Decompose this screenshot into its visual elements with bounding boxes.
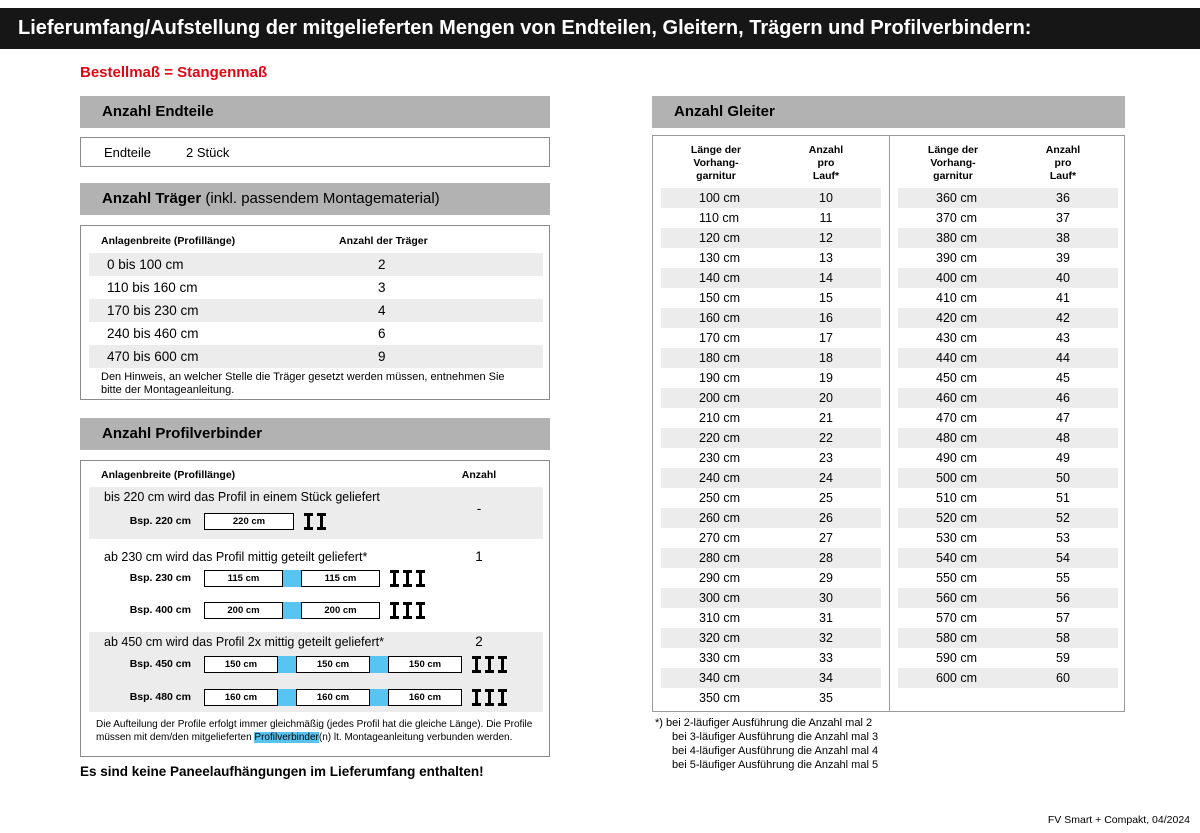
gleiter-row xyxy=(661,548,881,568)
section-header-traeger xyxy=(80,183,550,215)
gleiter-length: 120 cm xyxy=(699,231,740,245)
gleiter-length: 100 cm xyxy=(699,191,740,205)
footnote: *) bei 2-läufiger Ausführung die Anzahl mal 2 xyxy=(655,717,873,729)
profile-segment: 220 cm xyxy=(204,513,294,530)
gleiter-length: 410 cm xyxy=(936,291,977,305)
ibeam-icon xyxy=(317,513,326,530)
gleiter-length: 110 cm xyxy=(699,211,740,225)
gleiter-count: 30 xyxy=(819,591,833,605)
gleiter-count: 43 xyxy=(1056,331,1070,345)
traeger-col-header-count: Anzahl der Träger xyxy=(339,235,428,247)
profil-col-header-width: Anlagenbreite (Profillänge) xyxy=(101,469,236,481)
gleiter-row xyxy=(898,408,1118,428)
section-title: Anzahl Endteile xyxy=(102,103,214,120)
gleiter-table-left xyxy=(661,188,881,708)
gleiter-length: 180 cm xyxy=(699,351,740,365)
gleiter-count: 29 xyxy=(819,571,833,585)
header-line: pro xyxy=(817,157,835,169)
profil-section-bis-220 xyxy=(89,487,543,539)
gleiter-row xyxy=(898,288,1118,308)
gleiter-count: 48 xyxy=(1056,431,1070,445)
connector-piece xyxy=(278,689,296,706)
endteile-value: 2 Stück xyxy=(186,145,230,160)
gleiter-count: 33 xyxy=(819,651,833,665)
profil-col-header-count: Anzahl xyxy=(461,469,497,481)
gleiter-count: 39 xyxy=(1056,251,1070,265)
gleiter-count: 22 xyxy=(819,431,833,445)
ibeam-icon xyxy=(390,570,399,587)
gleiter-row xyxy=(898,628,1118,648)
gleiter-row xyxy=(898,388,1118,408)
profile-example xyxy=(114,569,425,587)
gleiter-count: 12 xyxy=(819,231,833,245)
gleiter-row xyxy=(661,608,881,628)
gleiter-col-header-length xyxy=(661,144,771,183)
gleiter-length: 390 cm xyxy=(936,251,977,265)
gleiter-length: 200 cm xyxy=(699,391,740,405)
profile-example xyxy=(114,655,507,673)
gleiter-length: 400 cm xyxy=(936,271,977,285)
section-title-suffix: (inkl. passendem Montagematerial) xyxy=(205,190,440,207)
gleiter-length: 480 cm xyxy=(936,431,977,445)
table-row xyxy=(89,322,543,345)
profil-section-ab-230 xyxy=(89,547,543,627)
gleiter-count: 36 xyxy=(1056,191,1070,205)
gleiter-count: 35 xyxy=(819,691,833,705)
gleiter-count: 18 xyxy=(819,351,833,365)
gleiter-length: 450 cm xyxy=(936,371,977,385)
gleiter-count: 45 xyxy=(1056,371,1070,385)
traeger-range: 170 bis 230 cm xyxy=(107,303,199,318)
gleiter-row xyxy=(661,368,881,388)
gleiter-count: 50 xyxy=(1056,471,1070,485)
gleiter-count: 54 xyxy=(1056,551,1070,565)
gleiter-count: 14 xyxy=(819,271,833,285)
top-banner xyxy=(0,8,1200,49)
footnote: bei 3-läufiger Ausführung die Anzahl mal 3 xyxy=(672,731,879,743)
gleiter-length: 490 cm xyxy=(936,451,977,465)
ibeam-icon xyxy=(498,656,507,673)
header-line: Länge der xyxy=(927,144,979,156)
traeger-count: 2 xyxy=(378,257,386,272)
gleiter-length: 330 cm xyxy=(699,651,740,665)
gleiter-row xyxy=(661,288,881,308)
gleiter-row xyxy=(661,468,881,488)
gleiter-count: 53 xyxy=(1056,531,1070,545)
ibeam-icon xyxy=(472,689,481,706)
gleiter-row xyxy=(898,468,1118,488)
gleiter-row xyxy=(661,348,881,368)
traeger-range: 110 bis 160 cm xyxy=(107,280,198,295)
note-text: Die Aufteilung der Profile erfolgt immer gleichmäßig (jedes Profil hat die gleiche Länge). Die Profile müssen mit dem/den mitgelieferten xyxy=(96,719,533,743)
gleiter-length: 240 cm xyxy=(699,471,740,485)
header-line: garnitur xyxy=(933,170,973,182)
ibeam-icon xyxy=(472,656,481,673)
gleiter-length: 600 cm xyxy=(936,671,977,685)
header-line: Anzahl xyxy=(1045,144,1081,156)
ibeam-icon xyxy=(416,602,425,619)
gleiter-row xyxy=(661,688,881,708)
section-header-endteile xyxy=(80,96,550,128)
gleiter-count: 49 xyxy=(1056,451,1070,465)
gleiter-row xyxy=(661,428,881,448)
ibeam-icon xyxy=(390,602,399,619)
gleiter-count: 44 xyxy=(1056,351,1070,365)
gleiter-row xyxy=(898,348,1118,368)
gleiter-length: 260 cm xyxy=(699,511,740,525)
profile-segment: 150 cm xyxy=(296,656,370,673)
gleiter-row xyxy=(898,528,1118,548)
gleiter-count: 31 xyxy=(819,611,833,625)
gleiter-row xyxy=(898,328,1118,348)
gleiter-count: 17 xyxy=(819,331,833,345)
gleiter-row xyxy=(898,448,1118,468)
gleiter-count: 19 xyxy=(819,371,833,385)
ibeam-icon xyxy=(485,656,494,673)
bracket-icon xyxy=(304,513,326,530)
gleiter-row xyxy=(661,248,881,268)
traeger-note: Den Hinweis, an welcher Stelle die Träger gesetzt werden müssen, entnehmen Sie bitte der Montageanleitung. xyxy=(101,371,505,396)
ibeam-icon xyxy=(304,513,313,530)
gleiter-length: 230 cm xyxy=(699,451,740,465)
gleiter-row xyxy=(661,328,881,348)
gleiter-count: 28 xyxy=(819,551,833,565)
profile-example xyxy=(114,512,326,530)
gleiter-length: 250 cm xyxy=(699,491,740,505)
ibeam-icon xyxy=(403,570,412,587)
gleiter-row xyxy=(898,488,1118,508)
profile-example xyxy=(114,601,425,619)
gleiter-row xyxy=(661,568,881,588)
gleiter-row xyxy=(898,588,1118,608)
traeger-range: 470 bis 600 cm xyxy=(107,349,199,364)
profil-section-ab-450 xyxy=(89,632,543,712)
gleiter-length: 360 cm xyxy=(936,191,977,205)
gleiter-length: 560 cm xyxy=(936,591,977,605)
gleiter-count: 11 xyxy=(819,211,833,225)
traeger-table-box xyxy=(80,225,550,400)
gleiter-count: 42 xyxy=(1056,311,1070,325)
gleiter-count: 56 xyxy=(1056,591,1070,605)
gleiter-count: 23 xyxy=(819,451,833,465)
profile-segment: 200 cm xyxy=(301,602,380,619)
gleiter-length: 570 cm xyxy=(936,611,977,625)
gleiter-row xyxy=(898,248,1118,268)
traeger-range: 240 bis 460 cm xyxy=(107,326,199,341)
gleiter-row xyxy=(661,448,881,468)
gleiter-length: 540 cm xyxy=(936,551,977,565)
profil-section-count: 2 xyxy=(475,634,483,649)
gleiter-length: 150 cm xyxy=(699,291,740,305)
gleiter-length: 300 cm xyxy=(699,591,740,605)
gleiter-count: 59 xyxy=(1056,651,1070,665)
gleiter-length: 510 cm xyxy=(936,491,977,505)
connector-piece xyxy=(370,656,388,673)
gleiter-col-header-count xyxy=(1008,144,1118,183)
header-line: Vorhang- xyxy=(930,157,976,169)
traeger-count: 4 xyxy=(378,303,386,318)
profile-segment: 200 cm xyxy=(204,602,283,619)
gleiter-row xyxy=(898,188,1118,208)
gleiter-row xyxy=(661,668,881,688)
profile-segment: 160 cm xyxy=(296,689,370,706)
gleiter-length: 370 cm xyxy=(936,211,977,225)
endteile-box xyxy=(80,137,550,167)
gleiter-row xyxy=(898,228,1118,248)
example-label: Bsp. 220 cm xyxy=(129,515,191,527)
profile-example xyxy=(114,688,507,706)
profil-section-title: bis 220 cm wird das Profil in einem Stück geliefert xyxy=(104,490,380,504)
gleiter-count: 58 xyxy=(1056,631,1070,645)
gleiter-count: 47 xyxy=(1056,411,1070,425)
gleiter-row xyxy=(898,668,1118,688)
gleiter-row xyxy=(661,268,881,288)
note-highlight: Profilverbinder xyxy=(254,731,319,743)
header-line: Länge der xyxy=(690,144,742,156)
gleiter-row xyxy=(898,368,1118,388)
gleiter-count: 15 xyxy=(819,291,833,305)
gleiter-count: 46 xyxy=(1056,391,1070,405)
example-label: Bsp. 480 cm xyxy=(129,691,191,703)
gleiter-count: 27 xyxy=(819,531,833,545)
gleiter-length: 590 cm xyxy=(936,651,977,665)
connector-piece xyxy=(278,656,296,673)
gleiter-row xyxy=(661,528,881,548)
connector-piece xyxy=(283,602,301,619)
traeger-table xyxy=(89,253,543,368)
traeger-count: 6 xyxy=(378,326,386,341)
gleiter-length: 350 cm xyxy=(699,691,740,705)
gleiter-row xyxy=(898,208,1118,228)
gleiter-length: 440 cm xyxy=(936,351,977,365)
gleiter-row xyxy=(661,308,881,328)
gleiter-length: 270 cm xyxy=(699,531,740,545)
profil-section-count: - xyxy=(476,501,482,516)
gleiter-row xyxy=(661,228,881,248)
connector-piece xyxy=(370,689,388,706)
profile-segment: 115 cm xyxy=(204,570,283,587)
gleiter-row xyxy=(661,388,881,408)
gleiter-count: 25 xyxy=(819,491,833,505)
gleiter-count: 55 xyxy=(1056,571,1070,585)
table-row xyxy=(89,276,543,299)
section-header-gleiter xyxy=(652,96,1125,128)
gleiter-length: 290 cm xyxy=(699,571,740,585)
gleiter-row xyxy=(661,588,881,608)
page-title: Lieferumfang/Aufstellung der mitgelieferten Mengen von Endteilen, Gleitern, Trägern und Profilverbindern: xyxy=(18,17,1032,39)
ibeam-icon xyxy=(498,689,507,706)
section-title: Anzahl Gleiter xyxy=(674,103,775,120)
header-line: Anzahl xyxy=(808,144,844,156)
gleiter-length: 340 cm xyxy=(699,671,740,685)
gleiter-count: 26 xyxy=(819,511,833,525)
gleiter-row xyxy=(898,608,1118,628)
gleiter-row xyxy=(898,508,1118,528)
footnote: bei 4-läufiger Ausführung die Anzahl mal 4 xyxy=(672,745,879,757)
gleiter-length: 130 cm xyxy=(699,251,740,265)
ibeam-icon xyxy=(403,602,412,619)
gleiter-count: 16 xyxy=(819,311,833,325)
ibeam-icon xyxy=(485,689,494,706)
gleiter-length: 460 cm xyxy=(936,391,977,405)
bracket-icon xyxy=(390,570,425,587)
gleiter-row xyxy=(898,308,1118,328)
profil-section-title: ab 450 cm wird das Profil 2x mittig geteilt geliefert* xyxy=(104,635,384,649)
endteile-label: Endteile xyxy=(104,145,151,160)
gleiter-row xyxy=(661,208,881,228)
gleiter-count: 32 xyxy=(819,631,833,645)
paneel-note: Es sind keine Paneelaufhängungen im Lieferumfang enthalten! xyxy=(80,764,484,779)
example-label: Bsp. 400 cm xyxy=(129,604,191,616)
traeger-col-header-width: Anlagenbreite (Profillänge) xyxy=(101,235,236,247)
bracket-icon xyxy=(390,602,425,619)
gleiter-count: 51 xyxy=(1056,491,1070,505)
gleiter-count: 20 xyxy=(819,391,833,405)
example-label: Bsp. 450 cm xyxy=(129,658,191,670)
gleiter-row xyxy=(661,508,881,528)
gleiter-count: 41 xyxy=(1056,291,1070,305)
profile-segment: 160 cm xyxy=(204,689,278,706)
gleiter-length: 580 cm xyxy=(936,631,977,645)
gleiter-row xyxy=(661,648,881,668)
gleiter-row xyxy=(898,568,1118,588)
gleiter-row xyxy=(661,488,881,508)
gleiter-count: 37 xyxy=(1056,211,1070,225)
gleiter-row xyxy=(898,268,1118,288)
note-text: (n) lt. Montageanleitung verbunden werden. xyxy=(318,731,513,743)
profilverbinder-box xyxy=(80,460,550,757)
header-line: Lauf* xyxy=(812,170,840,182)
gleiter-count: 34 xyxy=(819,671,833,685)
profil-section-count: 1 xyxy=(475,549,483,564)
gleiter-row xyxy=(661,628,881,648)
table-row xyxy=(89,299,543,322)
profile-segment: 150 cm xyxy=(204,656,278,673)
gleiter-table-right xyxy=(898,188,1118,688)
gleiter-length: 470 cm xyxy=(936,411,977,425)
gleiter-col-header-length xyxy=(898,144,1008,183)
bracket-icon xyxy=(472,689,507,706)
gleiter-right-half xyxy=(890,136,1126,711)
gleiter-length: 280 cm xyxy=(699,551,740,565)
example-label: Bsp. 230 cm xyxy=(129,572,191,584)
traeger-count: 9 xyxy=(378,349,386,364)
header-line: Lauf* xyxy=(1049,170,1077,182)
gleiter-count: 52 xyxy=(1056,511,1070,525)
gleiter-row xyxy=(898,548,1118,568)
gleiter-length: 550 cm xyxy=(936,571,977,585)
section-title: Anzahl Träger xyxy=(102,190,202,207)
profil-note xyxy=(96,719,544,744)
gleiter-length: 420 cm xyxy=(936,311,977,325)
gleiter-length: 310 cm xyxy=(699,611,740,625)
gleiter-count: 10 xyxy=(819,191,833,205)
gleiter-footnotes xyxy=(655,716,878,772)
section-title: Anzahl Profilverbinder xyxy=(102,425,263,442)
gleiter-length: 220 cm xyxy=(699,431,740,445)
profile-segment: 160 cm xyxy=(388,689,462,706)
document-footer: FV Smart + Compakt, 04/2024 xyxy=(1047,814,1190,826)
gleiter-table-box xyxy=(652,135,1125,712)
gleiter-length: 380 cm xyxy=(936,231,977,245)
header-line: garnitur xyxy=(696,170,736,182)
connector-piece xyxy=(283,570,301,587)
gleiter-length: 430 cm xyxy=(936,331,977,345)
gleiter-length: 530 cm xyxy=(936,531,977,545)
profile-segment: 150 cm xyxy=(388,656,462,673)
gleiter-row xyxy=(661,408,881,428)
gleiter-length: 210 cm xyxy=(699,411,740,425)
gleiter-count: 60 xyxy=(1056,671,1070,685)
subtitle-bestellmass: Bestellmaß = Stangenmaß xyxy=(80,64,268,81)
profile-segment: 115 cm xyxy=(301,570,380,587)
footnote: bei 5-läufiger Ausführung die Anzahl mal 5 xyxy=(672,759,879,771)
gleiter-length: 520 cm xyxy=(936,511,977,525)
gleiter-count: 13 xyxy=(819,251,833,265)
table-row xyxy=(89,345,543,368)
traeger-count: 3 xyxy=(378,280,386,295)
gleiter-count: 21 xyxy=(819,411,833,425)
header-line: Vorhang- xyxy=(693,157,739,169)
gleiter-length: 170 cm xyxy=(699,331,740,345)
gleiter-count: 24 xyxy=(819,471,833,485)
gleiter-row xyxy=(661,188,881,208)
profil-section-title: ab 230 cm wird das Profil mittig geteilt geliefert* xyxy=(104,550,368,564)
table-row xyxy=(89,253,543,276)
gleiter-row xyxy=(898,428,1118,448)
gleiter-left-half xyxy=(653,136,889,711)
gleiter-count: 57 xyxy=(1056,611,1070,625)
header-line: pro xyxy=(1054,157,1072,169)
gleiter-col-header-count xyxy=(771,144,881,183)
gleiter-length: 320 cm xyxy=(699,631,740,645)
bracket-icon xyxy=(472,656,507,673)
gleiter-length: 190 cm xyxy=(699,371,740,385)
gleiter-length: 500 cm xyxy=(936,471,977,485)
ibeam-icon xyxy=(416,570,425,587)
gleiter-length: 140 cm xyxy=(699,271,740,285)
gleiter-count: 38 xyxy=(1056,231,1070,245)
gleiter-row xyxy=(898,648,1118,668)
section-header-profilverbinder xyxy=(80,418,550,450)
traeger-range: 0 bis 100 cm xyxy=(107,257,184,272)
gleiter-count: 40 xyxy=(1056,271,1070,285)
gleiter-length: 160 cm xyxy=(699,311,740,325)
